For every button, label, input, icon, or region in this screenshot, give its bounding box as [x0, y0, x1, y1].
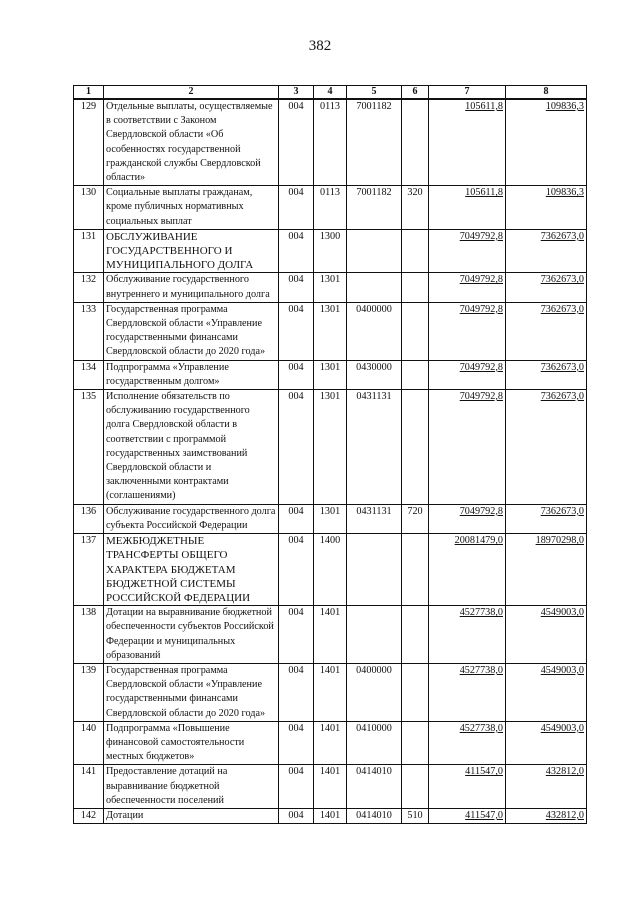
row-number: 137: [74, 534, 104, 606]
table-row: [74, 302, 587, 360]
section-code: 1401: [314, 663, 347, 721]
row-description: МЕЖБЮДЖЕТНЫЕ ТРАНСФЕРТЫ ОБЩЕГО ХАРАКТЕРА БЮДЖЕТАМ БЮДЖЕТНОЙ СИСТЕМЫ РОССИЙСКОЙ ФЕДЕРАЦИИ: [104, 534, 279, 606]
expense-type-code: [402, 721, 429, 765]
amount-col-8: 4549003,0: [506, 721, 587, 765]
row-description: Исполнение обязательств по обслуживанию государственного долга Свердловской области в соответствии с программой государственных заимствований Свердловской области и заключенными контрактами (соглашениями): [104, 390, 279, 505]
row-number: 138: [74, 606, 104, 664]
table-row: [74, 721, 587, 765]
target-article-code: 7001182: [347, 186, 402, 230]
expense-type-code: [402, 229, 429, 273]
ministry-code: 004: [279, 302, 314, 360]
amount-col-7: 4527738,0: [429, 721, 506, 765]
target-article-code: 0414010: [347, 808, 402, 823]
amount-col-8: 7362673,0: [506, 229, 587, 273]
row-number: 133: [74, 302, 104, 360]
ministry-code: 004: [279, 390, 314, 505]
ministry-code: 004: [279, 663, 314, 721]
expense-type-code: [402, 534, 429, 606]
expense-type-code: 510: [402, 808, 429, 823]
section-code: 1400: [314, 534, 347, 606]
row-number: 129: [74, 99, 104, 186]
amount-col-8: 7362673,0: [506, 390, 587, 505]
row-description: ОБСЛУЖИВАНИЕ ГОСУДАРСТВЕННОГО И МУНИЦИПАЛЬНОГО ДОЛГА: [104, 229, 279, 273]
ministry-code: 004: [279, 808, 314, 823]
table-row: [74, 534, 587, 606]
row-number: 135: [74, 390, 104, 505]
column-header: 5: [347, 86, 402, 100]
expense-type-code: [402, 765, 429, 809]
target-article-code: 0400000: [347, 663, 402, 721]
row-description: Предоставление дотаций на выравнивание бюджетной обеспеченности поселений: [104, 765, 279, 809]
row-description: Подпрограмма «Управление государственным долгом»: [104, 360, 279, 389]
amount-col-8: 109836,3: [506, 186, 587, 230]
section-code: 1401: [314, 721, 347, 765]
row-description: Обслуживание государственного внутреннего и муниципального долга: [104, 273, 279, 302]
section-code: 1301: [314, 273, 347, 302]
target-article-code: [347, 273, 402, 302]
target-article-code: 7001182: [347, 99, 402, 186]
table-row: [74, 765, 587, 809]
amount-col-8: 109836,3: [506, 99, 587, 186]
column-header: 4: [314, 86, 347, 100]
amount-col-7: 105611,8: [429, 99, 506, 186]
expense-type-code: [402, 273, 429, 302]
row-number: 130: [74, 186, 104, 230]
amount-col-7: 7049792,8: [429, 360, 506, 389]
amount-col-8: 432812,0: [506, 808, 587, 823]
expense-type-code: [402, 663, 429, 721]
amount-col-8: 7362673,0: [506, 302, 587, 360]
expense-type-code: [402, 606, 429, 664]
section-code: 1301: [314, 390, 347, 505]
budget-table: [73, 85, 587, 824]
target-article-code: [347, 606, 402, 664]
table-row: [74, 390, 587, 505]
target-article-code: 0410000: [347, 721, 402, 765]
row-description: Отдельные выплаты, осуществляемые в соответствии с Законом Свердловской области «Об особенностях государственной гражданской службы Свердловской области»: [104, 99, 279, 186]
row-number: 136: [74, 504, 104, 533]
row-description: Государственная программа Свердловской области «Управление государственными финансами Свердловской области до 2020 года»: [104, 663, 279, 721]
expense-type-code: [402, 390, 429, 505]
row-description: Дотации на выравнивание бюджетной обеспеченности субъектов Российской Федерации и муниципальных образований: [104, 606, 279, 664]
ministry-code: 004: [279, 229, 314, 273]
amount-col-8: 18970298,0: [506, 534, 587, 606]
row-number: 132: [74, 273, 104, 302]
expense-type-code: 320: [402, 186, 429, 230]
section-code: 1300: [314, 229, 347, 273]
section-code: 1401: [314, 765, 347, 809]
page-number: 382: [308, 38, 332, 54]
column-header: 7: [429, 86, 506, 100]
amount-col-8: 7362673,0: [506, 504, 587, 533]
section-code: 0113: [314, 186, 347, 230]
target-article-code: 0414010: [347, 765, 402, 809]
ministry-code: 004: [279, 721, 314, 765]
column-header: 6: [402, 86, 429, 100]
ministry-code: 004: [279, 504, 314, 533]
table-row: [74, 808, 587, 823]
row-number: 140: [74, 721, 104, 765]
row-number: 139: [74, 663, 104, 721]
amount-col-7: 411547,0: [429, 808, 506, 823]
table-row: [74, 360, 587, 389]
amount-col-7: 7049792,8: [429, 229, 506, 273]
row-description: Социальные выплаты гражданам, кроме публичных нормативных социальных выплат: [104, 186, 279, 230]
target-article-code: 0431131: [347, 504, 402, 533]
row-number: 141: [74, 765, 104, 809]
section-code: 1301: [314, 360, 347, 389]
expense-type-code: 720: [402, 504, 429, 533]
row-number: 131: [74, 229, 104, 273]
target-article-code: [347, 229, 402, 273]
amount-col-7: 411547,0: [429, 765, 506, 809]
header-row: [74, 86, 587, 100]
column-header: 3: [279, 86, 314, 100]
amount-col-7: 4527738,0: [429, 663, 506, 721]
row-number: 142: [74, 808, 104, 823]
amount-col-7: 7049792,8: [429, 504, 506, 533]
expense-type-code: [402, 302, 429, 360]
ministry-code: 004: [279, 273, 314, 302]
ministry-code: 004: [279, 99, 314, 186]
amount-col-7: 20081479,0: [429, 534, 506, 606]
ministry-code: 004: [279, 360, 314, 389]
target-article-code: 0400000: [347, 302, 402, 360]
expense-type-code: [402, 360, 429, 389]
section-code: 1401: [314, 808, 347, 823]
table-body: [74, 99, 587, 824]
table-row: [74, 186, 587, 230]
section-code: 0113: [314, 99, 347, 186]
table-row: [74, 606, 587, 664]
table-row: [74, 229, 587, 273]
amount-col-7: 7049792,8: [429, 302, 506, 360]
row-description: Дотации: [104, 808, 279, 823]
target-article-code: 0431131: [347, 390, 402, 505]
row-number: 134: [74, 360, 104, 389]
column-header: 2: [104, 86, 279, 100]
table-row: [74, 663, 587, 721]
target-article-code: [347, 534, 402, 606]
expense-type-code: [402, 99, 429, 186]
section-code: 1301: [314, 504, 347, 533]
amount-col-7: 105611,8: [429, 186, 506, 230]
amount-col-8: 7362673,0: [506, 360, 587, 389]
section-code: 1301: [314, 302, 347, 360]
ministry-code: 004: [279, 534, 314, 606]
table-row: [74, 504, 587, 533]
amount-col-7: 4527738,0: [429, 606, 506, 664]
amount-col-8: 4549003,0: [506, 606, 587, 664]
column-header: 8: [506, 86, 587, 100]
ministry-code: 004: [279, 765, 314, 809]
table-row: [74, 273, 587, 302]
ministry-code: 004: [279, 606, 314, 664]
amount-col-7: 7049792,8: [429, 273, 506, 302]
target-article-code: 0430000: [347, 360, 402, 389]
amount-col-7: 7049792,8: [429, 390, 506, 505]
ministry-code: 004: [279, 186, 314, 230]
section-code: 1401: [314, 606, 347, 664]
row-description: Подпрограмма «Повышение финансовой самостоятельности местных бюджетов»: [104, 721, 279, 765]
table-row: [74, 99, 587, 186]
column-header: 1: [74, 86, 104, 100]
row-description: Государственная программа Свердловской области «Управление государственными финансами Свердловской области до 2020 года»: [104, 302, 279, 360]
row-description: Обслуживание государственного долга субъекта Российской Федерации: [104, 504, 279, 533]
amount-col-8: 7362673,0: [506, 273, 587, 302]
amount-col-8: 4549003,0: [506, 663, 587, 721]
amount-col-8: 432812,0: [506, 765, 587, 809]
